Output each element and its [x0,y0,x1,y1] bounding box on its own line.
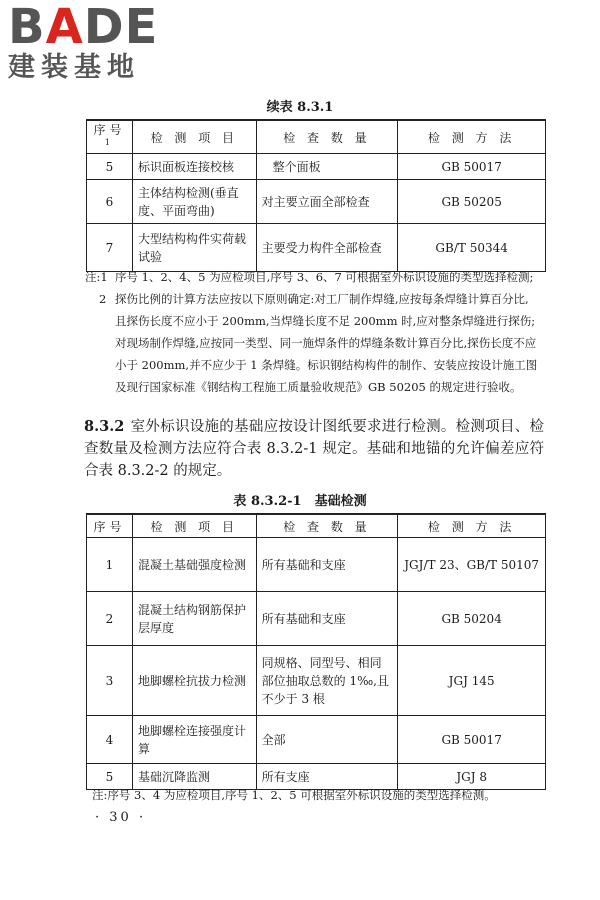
row-no: 3 [87,646,133,716]
row-method: GB 50204 [398,592,546,646]
row-qty: 所有基础和支座 [256,538,398,592]
table2-header-item: 检 测 项 目 [132,514,256,538]
row-item: 大型结构构件实荷载试验 [132,224,256,272]
row-method: GB 50017 [398,716,546,764]
note-number: 1 [100,270,108,284]
table1-header-method: 检 测 方 法 [398,120,546,154]
row-method: GB/T 50344 [398,224,546,272]
table1-header-no: 序号$^1$ [87,120,133,154]
row-method: GB 50205 [398,180,546,224]
row-no: 6 [87,180,133,224]
table-row [87,154,546,180]
note-item [85,266,540,288]
table-row [87,180,546,224]
logo [8,0,178,84]
note-prefix: 注: [85,270,101,284]
section-number: 8.3.2 [84,418,125,435]
table2-footnote: 注:序号 3、4 为应检项目,序号 1、2、5 可根据室外标识设施的类型选择检测。 [92,788,496,802]
row-no: 5 [87,154,133,180]
row-item: 混凝土基础强度检测 [132,538,256,592]
table1-header-item: 检 测 项 目 [132,120,256,154]
table1-notes [85,266,540,398]
row-item: 地脚螺栓连接强度计算 [132,716,256,764]
row-item: 混凝土结构钢筋保护层厚度 [132,592,256,646]
table1-header-qty: 检 查 数 量 [256,120,398,154]
table2-caption: 表 8.3.2-1 基础检测 [233,494,367,509]
row-no: 7 [87,224,133,272]
note-text: 探伤比例的计算方法应按以下原则确定:对工厂制作焊缝,应按每条焊缝计算百分比,且探伤长度不应小于 200mm,当焊缝长度不足 200mm 时,应对整条焊缝进行探伤;对现场制作焊缝,应按同一类型、同一施焊条件的焊缝条数计算百分比,探伤长度不应小于 200mm,并不应少于 1 条焊缝。标识钢结构构件的制作、安装应按设计施工图及现行国家标准《钢结构工程施工质量验收规范》GB 50205 的规定进行验收。 [115,292,538,394]
row-no: 5 [87,764,133,790]
row-method: JGJ 8 [398,764,546,790]
table2-header-row [87,514,546,538]
section-text: 室外标识设施的基础应按设计图纸要求进行检测。检测项目、检查数量及检测方法应符合表 8.3.2-1 规定。基础和地锚的允许偏差应符合表 8.3.2-2 的规定。 [84,419,544,479]
table-row [87,764,546,790]
row-qty: 主要受力构件全部检查 [256,224,398,272]
table-row [87,646,546,716]
row-qty: 所有基础和支座 [256,592,398,646]
section-paragraph [84,416,544,482]
row-method: GB 50017 [398,154,546,180]
row-qty: 所有支座 [256,764,398,790]
table-row [87,224,546,272]
row-no: 1 [87,538,133,592]
logo-wordmark: BADE [8,0,159,55]
row-method: JGJ/T 23、GB/T 50107 [398,538,546,592]
row-qty: 对主要立面全部检查 [256,180,398,224]
row-item: 标识面板连接校核 [132,154,256,180]
page-number: · 30 · [95,810,147,825]
row-item: 主体结构检测(垂直度、平面弯曲) [132,180,256,224]
row-no: 4 [87,716,133,764]
table1-caption: 续表 8.3.1 [266,100,334,115]
row-item: 地脚螺栓抗拔力检测 [132,646,256,716]
row-no: 2 [87,592,133,646]
table-row [87,592,546,646]
row-method: JGJ 145 [398,646,546,716]
table2 [86,513,546,790]
logo-accent-letter: A [45,0,84,55]
row-item: 基础沉降监测 [132,764,256,790]
note-number: 2 [99,292,107,306]
row-qty: 整个面板 [256,154,398,180]
table2-header-no: 序号 [87,514,133,538]
table1 [86,119,546,272]
table-row [87,716,546,764]
table1-header-row [87,120,546,154]
logo-subtitle: 建装基地 [8,52,140,83]
note-item [85,288,540,398]
row-qty: 同规格、同型号、相同部位抽取总数的 1‰,且不少于 3 根 [256,646,398,716]
table-row [87,538,546,592]
table2-header-method: 检 测 方 法 [398,514,546,538]
table2-header-qty: 检 查 数 量 [256,514,398,538]
note-text: 序号 1、2、4、5 为应检项目,序号 3、6、7 可根据室外标识设施的类型选择检测; [115,270,534,284]
row-qty: 全部 [256,716,398,764]
